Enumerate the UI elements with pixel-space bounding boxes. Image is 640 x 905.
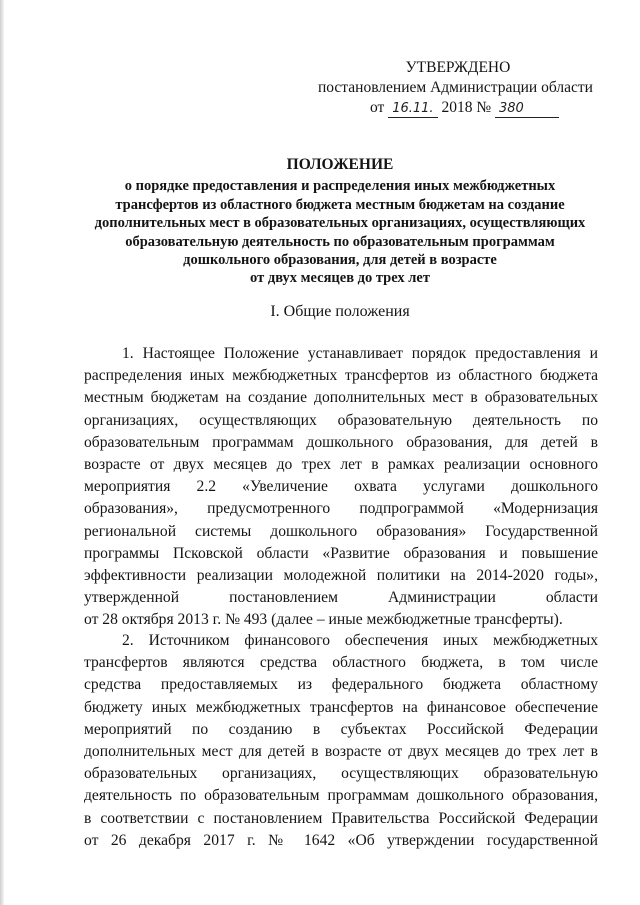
section-heading: I. Общие положения [270,303,410,320]
text-line: распределения иных межбюджетных трансфертов из областного бюджета [84,367,598,385]
text-line: трансфертов являются средства областного бюджета, в том числе [84,654,598,672]
text-line: деятельность по образовательным программам дошкольного образования, [84,787,598,805]
text-line: 2. Источником финансового обеспечения иных межбюджетных [122,632,598,649]
text-line: бюджету иных межбюджетных трансфертов на финансовое обеспечение [84,698,598,716]
approval-year: 2018 № [441,99,492,116]
title-line: дошкольного образования, для детей в возрасте [183,252,497,269]
text-line: региональной системы дошкольного образования» Государственной [84,522,598,540]
text-line: образования», предусмотренного подпрограммой «Модернизация [84,500,598,518]
approval-authority: постановлением Администрации области [318,79,593,96]
title-line: образовательную деятельность по образовательным программам [125,233,555,250]
approval-date-line [318,98,598,118]
handwritten-date: 16.11. [388,101,437,118]
title-line: о порядке предоставления и распределения иных межбюджетных [124,178,556,195]
text-line: дополнительных мест для детей в возрасте от двух месяцев до трех лет в [84,742,598,760]
paragraph-2 [84,630,598,852]
text-line: мероприятия 2.2 «Увеличение охвата услугами дошкольного [84,478,598,496]
approval-date-prefix: от [370,99,385,116]
title-line: от двух месяцев до трех лет [250,270,430,287]
text-line: 1. Настоящее Положение устанавливает порядок предоставления и [122,345,598,362]
title-line: дополнительных мест в образовательных организациях, осуществляющих [94,215,586,232]
text-line: мероприятий по созданию в субъектах Российской Федерации [84,720,598,738]
text-line: утвержденной постановлением Администрации области [84,589,598,607]
approval-stamp-block [318,58,598,118]
text-line: эффективности реализации молодежной политики на 2014-2020 годы», [84,566,598,584]
text-line: возрасте от двух месяцев до трех лет в рамках реализации основного [84,455,598,473]
text-line: организациях, осуществляющих образовательную деятельность по [84,411,598,429]
title-line: трансфертов из областного бюджета местным бюджетам на создание [115,196,565,213]
text-line: программы Псковской области «Развитие образования и повышение [84,544,598,562]
handwritten-number: 380 [495,101,559,118]
scan-edge [0,0,4,905]
paragraph-1 [84,343,598,631]
text-line: от 26 декабря 2017 г. № 1642 «Об утверждении государственной [84,831,598,849]
title-heading: ПОЛОЖЕНИЕ [286,156,394,173]
document-title [70,156,610,288]
approval-label: УТВЕРЖДЕНО [405,59,511,76]
text-line: образовательных организациях, осуществляющих образовательную [84,765,598,783]
text-line: средства предоставляемых из федерального бюджета областному [84,676,598,694]
text-line: местным бюджетам на создание дополнительных мест в образовательных [84,389,598,407]
text-line: в соответствии с постановлением Правительства Российской Федерации [84,809,598,827]
text-line: от 28 октября 2013 г. № 493 (далее – иные межбюджетные трансферты). [84,611,563,629]
text-line: образовательным программам дошкольного образования, для детей в [84,433,598,451]
